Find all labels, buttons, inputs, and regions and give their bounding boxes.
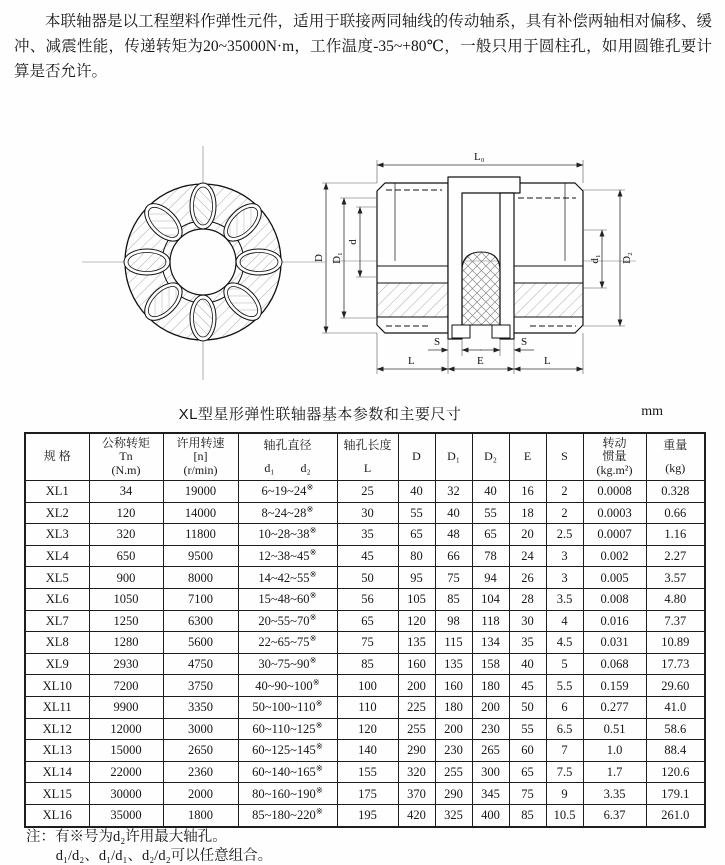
table-cell: 1800 (163, 804, 238, 826)
table-cell: 0.068 (583, 653, 646, 675)
table-cell: 3 (546, 545, 583, 567)
dim-label-D1: D₁ (331, 252, 343, 264)
table-cell: 4 (546, 610, 583, 632)
col-bore: 轴孔直径 d₁ d₂ (238, 433, 337, 481)
table-cell: 9900 (89, 696, 163, 718)
table-cell: XL1 (25, 481, 89, 503)
table-cell: 15~48~60※ (238, 588, 337, 610)
table-cell: 48 (435, 524, 472, 546)
table-cell: 225 (398, 696, 435, 718)
table-cell: 6300 (163, 610, 238, 632)
table-cell: 55 (472, 502, 509, 524)
table-row (25, 783, 705, 805)
table-cell: 6 (546, 696, 583, 718)
table-row (25, 610, 705, 632)
col-E: E (509, 433, 546, 481)
table-cell: 16 (509, 481, 546, 503)
dim-label-D: D (313, 254, 325, 262)
table-body (25, 481, 705, 827)
table-row (25, 632, 705, 654)
table-cell: 180 (472, 675, 509, 697)
table-cell: 0.005 (583, 567, 646, 589)
table-cell: 140 (337, 740, 398, 762)
table-cell: 12~38~45※ (238, 545, 337, 567)
table-cell: 255 (435, 761, 472, 783)
table-cell: 40~90~100※ (238, 675, 337, 697)
table-cell: 0.008 (583, 588, 646, 610)
table-cell: XL5 (25, 567, 89, 589)
table-cell: 94 (472, 567, 509, 589)
table-cell: 45 (337, 545, 398, 567)
table-row (25, 653, 705, 675)
table-cell: 2000 (163, 783, 238, 805)
table-cell: 30 (337, 502, 398, 524)
table-cell: 7 (546, 740, 583, 762)
table-cell: 3350 (163, 696, 238, 718)
table-cell: 65 (337, 610, 398, 632)
table-cell: 230 (435, 740, 472, 762)
table-cell: 0.002 (583, 545, 646, 567)
table-cell: 650 (89, 545, 163, 567)
table-cell: 75 (435, 567, 472, 589)
table-cell: 50 (509, 696, 546, 718)
table-cell: 135 (435, 653, 472, 675)
table-cell: 30000 (89, 783, 163, 805)
table-cell: 4750 (163, 653, 238, 675)
table-cell: XL13 (25, 740, 89, 762)
table-cell: 2 (546, 481, 583, 503)
table-cell: 0.328 (646, 481, 705, 503)
table-cell: 75 (509, 783, 546, 805)
col-length: 轴孔长度 L (337, 433, 398, 481)
table-cell: 120.6 (646, 761, 705, 783)
table-cell: 5 (546, 653, 583, 675)
table-title-row (0, 403, 725, 427)
table-cell: 1.7 (583, 761, 646, 783)
table-cell: 22000 (89, 761, 163, 783)
table-cell: 2.27 (646, 545, 705, 567)
table-cell: 2360 (163, 761, 238, 783)
table-cell: 120 (337, 718, 398, 740)
table-cell: 180 (435, 696, 472, 718)
table-cell: 900 (89, 567, 163, 589)
table-cell: 58.6 (646, 718, 705, 740)
table-cell: 20~55~70※ (238, 610, 337, 632)
table-cell: 105 (398, 588, 435, 610)
coupling-drawing-svg (0, 140, 725, 398)
table-cell: XL15 (25, 783, 89, 805)
table-unit: mm (641, 404, 663, 419)
table-cell: 160 (435, 675, 472, 697)
table-row (25, 761, 705, 783)
table-cell: 200 (398, 675, 435, 697)
table-cell: 19000 (163, 481, 238, 503)
table-cell: 0.51 (583, 718, 646, 740)
table-row (25, 696, 705, 718)
table-cell: 200 (435, 718, 472, 740)
col-S: S (546, 433, 583, 481)
table-cell: 3 (546, 567, 583, 589)
table-cell: 60~125~145※ (238, 740, 337, 762)
table-row (25, 588, 705, 610)
table-cell: 66 (435, 545, 472, 567)
table-cell: 7.5 (546, 761, 583, 783)
table-cell: 10.89 (646, 632, 705, 654)
table-cell: 230 (472, 718, 509, 740)
table-row (25, 524, 705, 546)
table-cell: 7100 (163, 588, 238, 610)
technical-drawing (0, 140, 725, 398)
table-row (25, 718, 705, 740)
table-cell: 320 (398, 761, 435, 783)
footnote-line: d₁/d₂、d₁/d₁、d₂/d₂可以任意组合。 (55, 848, 273, 864)
table-cell: 4.5 (546, 632, 583, 654)
table-cell: 75 (337, 632, 398, 654)
table-cell: 15000 (89, 740, 163, 762)
table-cell: 0.277 (583, 696, 646, 718)
table-cell: XL11 (25, 696, 89, 718)
table-cell: 255 (398, 718, 435, 740)
table-cell: 2930 (89, 653, 163, 675)
table-cell: 28 (509, 588, 546, 610)
header-row (25, 433, 705, 481)
table-cell: XL14 (25, 761, 89, 783)
table-cell: 55 (509, 718, 546, 740)
table-cell: 5.5 (546, 675, 583, 697)
table-cell: 4.80 (646, 588, 705, 610)
table-cell: 0.66 (646, 502, 705, 524)
dim-label-d: d (347, 239, 359, 245)
table-cell: XL2 (25, 502, 89, 524)
table-cell: 118 (472, 610, 509, 632)
table-cell: 195 (337, 804, 398, 826)
table-cell: 1.0 (583, 740, 646, 762)
table-cell: 3.35 (583, 783, 646, 805)
table-cell: 30~75~90※ (238, 653, 337, 675)
table-cell: 29.60 (646, 675, 705, 697)
table-row (25, 804, 705, 826)
table-cell: 50~100~110※ (238, 696, 337, 718)
table-cell: XL10 (25, 675, 89, 697)
table-cell: 110 (337, 696, 398, 718)
table-cell: 40 (435, 502, 472, 524)
table-cell: 0.031 (583, 632, 646, 654)
table-cell: 265 (472, 740, 509, 762)
table-cell: 0.0008 (583, 481, 646, 503)
table-cell: 60~140~165※ (238, 761, 337, 783)
table-cell: 14~42~55※ (238, 567, 337, 589)
table-cell: 65 (472, 524, 509, 546)
table-cell: 9 (546, 783, 583, 805)
table-cell: 40 (398, 481, 435, 503)
table-cell: 22~65~75※ (238, 632, 337, 654)
table-cell: 290 (398, 740, 435, 762)
table-cell: XL12 (25, 718, 89, 740)
table-cell: 25 (337, 481, 398, 503)
table-cell: 80~160~190※ (238, 783, 337, 805)
flange-right (500, 193, 514, 339)
table-cell: 50 (337, 567, 398, 589)
table-cell: 85 (337, 653, 398, 675)
table-cell: 56 (337, 588, 398, 610)
table-cell: 345 (472, 783, 509, 805)
table-cell: 20 (509, 524, 546, 546)
intro-paragraph: 本联轴器是以工程塑料作弹性元件，适用于联接两同轴线的传动轴系，具有补偿两轴相对偏移、缓冲、减震性能，传递转矩为20~35000N·m，工作温度-35~+80℃，一般只用于圆柱孔，如用圆锥孔要计算是否允许。 (14, 13, 712, 80)
table-cell: 1050 (89, 588, 163, 610)
table-cell: 0.0003 (583, 502, 646, 524)
table-cell: 10~28~38※ (238, 524, 337, 546)
table-cell: 80 (398, 545, 435, 567)
table-cell: 5600 (163, 632, 238, 654)
footnote-line: 注：有※号为d₂许用最大轴孔。 (26, 829, 227, 845)
table-cell: 85 (435, 588, 472, 610)
dim-label-L-left: L (408, 355, 415, 367)
table-cell: XL8 (25, 632, 89, 654)
table-cell: 88.4 (646, 740, 705, 762)
table-cell: XL4 (25, 545, 89, 567)
col-D: D (398, 433, 435, 481)
col-speed: 许用转速 [n] (r/min) (163, 433, 238, 481)
table-cell: 158 (472, 653, 509, 675)
dim-label-S-right: S (521, 336, 528, 348)
bore-circle (170, 229, 236, 295)
table-cell: 35000 (89, 804, 163, 826)
table-cell: 18 (509, 502, 546, 524)
table-cell: 60 (509, 740, 546, 762)
table-cell: XL7 (25, 610, 89, 632)
table-cell: 1250 (89, 610, 163, 632)
table-cell: 35 (337, 524, 398, 546)
table-cell: 55 (398, 502, 435, 524)
table-cell: 104 (472, 588, 509, 610)
table-cell: 95 (398, 567, 435, 589)
table-row (25, 481, 705, 503)
dim-label-S-left: S (434, 336, 441, 348)
section-view (313, 151, 636, 374)
table-cell: 85 (509, 804, 546, 826)
table-cell: 2 (546, 502, 583, 524)
table-cell: 134 (472, 632, 509, 654)
table-cell: 0.0007 (583, 524, 646, 546)
table-cell: 85~180~220※ (238, 804, 337, 826)
table-cell: 6.37 (583, 804, 646, 826)
dim-label-d1: d₁ (589, 254, 601, 264)
table-cell: 34 (89, 481, 163, 503)
table-cell: 32 (435, 481, 472, 503)
table-cell: 40 (509, 653, 546, 675)
table-cell: 3750 (163, 675, 238, 697)
table-cell: 30 (509, 610, 546, 632)
table-cell: XL3 (25, 524, 89, 546)
table-cell: 10.5 (546, 804, 583, 826)
table-cell: 200 (472, 696, 509, 718)
table-cell: 179.1 (646, 783, 705, 805)
col-D1: D₁ (435, 433, 472, 481)
table-cell: 370 (398, 783, 435, 805)
table-cell: 160 (398, 653, 435, 675)
table-cell: 100 (337, 675, 398, 697)
dim-label-D2: D₂ (621, 252, 633, 264)
table-row (25, 675, 705, 697)
table-cell: 135 (398, 632, 435, 654)
table-cell: 41.0 (646, 696, 705, 718)
table-cell: 26 (509, 567, 546, 589)
table-cell: 9500 (163, 545, 238, 567)
table-cell: 320 (89, 524, 163, 546)
table-cell: 120 (398, 610, 435, 632)
table-cell: 35 (509, 632, 546, 654)
table-cell: 261.0 (646, 804, 705, 826)
table-cell: 1280 (89, 632, 163, 654)
dim-label-E: E (477, 355, 484, 367)
table-cell: 8000 (163, 567, 238, 589)
table-cell: XL9 (25, 653, 89, 675)
table-cell: 2.5 (546, 524, 583, 546)
table-cell: 0.159 (583, 675, 646, 697)
table-cell: 17.73 (646, 653, 705, 675)
table-cell: 45 (509, 675, 546, 697)
table-cell: 60~110~125※ (238, 718, 337, 740)
spec-table (24, 432, 706, 828)
col-torque: 公称转矩 Tn (N.m) (89, 433, 163, 481)
table-row (25, 740, 705, 762)
table-cell: 24 (509, 545, 546, 567)
table-cell: 175 (337, 783, 398, 805)
table-cell: 400 (472, 804, 509, 826)
table-cell: 14000 (163, 502, 238, 524)
table-cell: 7200 (89, 675, 163, 697)
table-cell: 8~24~28※ (238, 502, 337, 524)
table-cell: 290 (435, 783, 472, 805)
table-cell: 65 (509, 761, 546, 783)
table-cell: 300 (472, 761, 509, 783)
table-cell: 11800 (163, 524, 238, 546)
col-weight: 重量 (kg) (646, 433, 705, 481)
table-cell: 325 (435, 804, 472, 826)
table-cell: 2650 (163, 740, 238, 762)
table-cell: 3000 (163, 718, 238, 740)
elastic-element-section (462, 252, 500, 325)
table-cell: 98 (435, 610, 472, 632)
table-cell: 120 (89, 502, 163, 524)
front-view (82, 146, 325, 380)
table-cell: XL6 (25, 588, 89, 610)
table-row (25, 502, 705, 524)
table-cell: XL16 (25, 804, 89, 826)
col-spec: 规 格 (25, 433, 89, 481)
table-cell: 65 (398, 524, 435, 546)
table-row (25, 567, 705, 589)
table-cell: 3.57 (646, 567, 705, 589)
col-inertia: 转动 惯量 (kg.m²) (583, 433, 646, 481)
table-cell: 0.016 (583, 610, 646, 632)
col-D2: D₂ (472, 433, 509, 481)
table-cell: 78 (472, 545, 509, 567)
footnotes (26, 828, 272, 865)
dim-label-L0: L₀ (474, 151, 485, 163)
table-title: XL型星形弹性联轴器基本参数和主要尺寸 (178, 406, 462, 423)
table-cell: 115 (435, 632, 472, 654)
table-cell: 40 (472, 481, 509, 503)
dim-label-L-right: L (544, 355, 551, 367)
table-cell: 6.5 (546, 718, 583, 740)
table-cell: 3.5 (546, 588, 583, 610)
table-cell: 420 (398, 804, 435, 826)
table-cell: 155 (337, 761, 398, 783)
table-cell: 12000 (89, 718, 163, 740)
table-cell: 1.16 (646, 524, 705, 546)
table-cell: 7.37 (646, 610, 705, 632)
table-cell: 6~19~24※ (238, 481, 337, 503)
table-row (25, 545, 705, 567)
